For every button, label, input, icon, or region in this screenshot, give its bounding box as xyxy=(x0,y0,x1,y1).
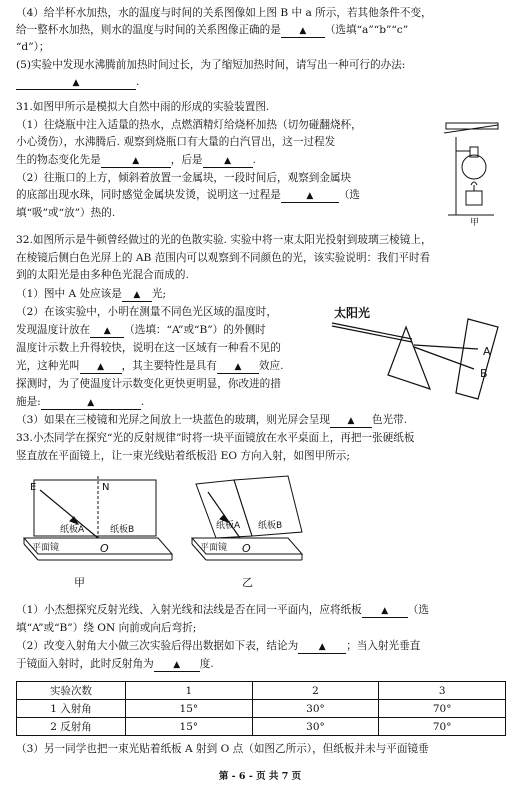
q30-p4-line1: （4）给半杯水加热，水的温度与时间的关系图像如上图 B 中 a 所示，若其他条件不变， xyxy=(16,7,432,19)
q31-p1-line3: 生的物态变化先是 ▲ ，后是 ▲ . xyxy=(16,154,256,166)
q31-p2-line2: 的底部出现水珠，同时感觉金属块发烫，说明这一过程是 ▲ （选 xyxy=(16,189,361,201)
answer-blank[interactable]: ▲ xyxy=(90,324,124,338)
q32-intro-line3: 到的太阳光是由多种色光混合而成的. xyxy=(16,269,189,281)
q33-p2-line2: 于镜面入射时，此时反射角为 ▲ 度. xyxy=(16,658,214,670)
q32-p1: （1）图中 A 处应该是 ▲ 光; xyxy=(16,288,167,300)
table-cell: 2 反射角 xyxy=(17,718,126,736)
figure-yi xyxy=(192,476,302,589)
q32-p3: （3）如果在三棱镜和光屏之间放上一块蓝色的玻璃，则光屏会呈现 ▲ 色光带. xyxy=(16,414,408,426)
q32-p2-line2: 发现温度计放在 ▲ （选填：“A”或“B”）的外侧时 xyxy=(16,324,266,336)
q31-p1-line1: （1）往烧瓶中注入适量的热水，点燃酒精灯给烧杯加热（切勿碰翻烧杯， xyxy=(16,119,362,131)
q31-p1-line2: 小心烫伤），水沸腾后. 观察到烧瓶口有大量的白汽冒出，这一过程发 xyxy=(16,136,336,148)
label-board-a: 纸板A xyxy=(60,525,85,535)
label-n: N xyxy=(102,482,110,493)
q30-p5-line2: ▲ . xyxy=(16,75,139,90)
table-cell: 70° xyxy=(379,718,506,736)
table-cell: 30° xyxy=(252,718,379,736)
table-header-cell: 2 xyxy=(252,682,379,700)
figure-jia xyxy=(24,476,172,589)
answer-blank[interactable]: ▲ xyxy=(281,24,325,38)
caption-jia: 甲 xyxy=(74,576,85,589)
table-cell: 1 入射角 xyxy=(17,700,126,718)
table-header-cell: 3 xyxy=(379,682,506,700)
page-footer: 第 - 6 - 页 共 7 页 xyxy=(218,771,302,782)
reflection-figures xyxy=(20,470,320,592)
table-cell: 30° xyxy=(252,700,379,718)
label-mirror-yi: 平面镜 xyxy=(200,543,228,553)
answer-blank[interactable]: ▲ xyxy=(298,640,346,654)
q30-p4-line2: 给一整杯水加热，则水的温度与时间的关系图像正确的是 ▲ （选填“a”“b”“c” xyxy=(16,24,409,36)
q33-intro-line1: 33.小杰同学在探究“光的反射规律”时将一块平面镜放在水平桌面上，再把一张硬纸板 xyxy=(16,432,415,444)
label-o-yi: O xyxy=(242,542,251,555)
answer-blank[interactable]: ▲ xyxy=(101,154,171,168)
q32-p2-line3: 温度计示数上升得较快，说明在这一区域有一种看不见的 xyxy=(16,342,281,354)
q32-p2-line4: 光，这种光叫 ▲ ，其主要特性是具有 ▲ 效应. xyxy=(16,360,284,372)
answer-blank[interactable]: ▲ xyxy=(154,658,200,672)
q33-p3: （3）另一同学也把一束光贴着纸板 A 射到 O 点（如图乙所示），但纸板并未与平面镜垂 xyxy=(16,743,429,755)
q30-p5-line1: (5)实验中发现水沸腾前加热时间过长，为了缩短加热时间，请写出一种可行的办法: xyxy=(16,59,406,71)
answer-blank[interactable]: ▲ xyxy=(122,288,152,302)
table-header-cell: 实验次数 xyxy=(17,682,126,700)
reflection-data-table xyxy=(16,681,506,736)
table-row xyxy=(17,700,506,718)
q33-p2-line1: （2）改变入射角大小做三次实验后得出数据如下表，结论为 ▲ ；当入射光垂直 xyxy=(16,640,421,652)
label-board-b-yi: 纸板B xyxy=(258,521,283,531)
table-header-cell: 1 xyxy=(126,682,253,700)
q33-intro-line2: 竖直放在平面镜上，让一束光线贴着纸板沿 EO 方向入射，如图甲所示; xyxy=(16,450,350,462)
label-board-b: 纸板B xyxy=(110,525,135,535)
light-screen xyxy=(456,319,498,399)
answer-blank[interactable]: ▲ xyxy=(41,396,141,410)
q32-intro-line2: 在棱镜后侧白色光屏上的 AB 范围内可以观察到不同颜色的光，该实验说明：我们平时看 xyxy=(16,252,431,264)
label-e: E xyxy=(30,482,37,493)
table-cell: 15° xyxy=(126,718,253,736)
answer-blank[interactable]: ▲ xyxy=(80,360,122,374)
flask xyxy=(462,155,486,179)
prism xyxy=(388,327,430,389)
alcohol-lamp xyxy=(466,191,482,205)
answer-blank[interactable]: ▲ xyxy=(362,604,408,618)
label-mirror: 平面镜 xyxy=(32,543,60,553)
q32-p2-line5: 探测时，为了使温度计示数变化更快更明显，你改进的措 xyxy=(16,378,281,390)
q31-p2-line3: 填“吸”或“放”）热的. xyxy=(16,207,116,219)
figure-label-jia: 甲 xyxy=(470,218,480,227)
label-o: O xyxy=(100,542,109,555)
table-cell: 15° xyxy=(126,700,253,718)
prism-dispersion-figure xyxy=(328,297,508,409)
rain-apparatus-figure xyxy=(436,117,506,227)
table-header-row xyxy=(17,682,506,700)
sunlight-beam xyxy=(332,323,412,339)
q32-p2-line6: 施是: ▲ . xyxy=(16,396,145,408)
answer-blank[interactable]: ▲ xyxy=(203,154,253,168)
table-cell: 70° xyxy=(379,700,506,718)
q31-intro: 31.如图甲所示是模拟大自然中雨的形成的实验装置图. xyxy=(16,101,270,113)
q32-intro-line1: 32.如图所示是牛顿曾经做过的光的色散实验. 实验中将一束太阳光投射到玻璃三棱镜上， xyxy=(16,234,432,246)
answer-blank[interactable]: ▲ xyxy=(16,76,136,90)
point-b-label: B xyxy=(480,367,488,380)
point-a-label: A xyxy=(483,345,491,358)
q33-p1-line1: （1）小杰想探究反射光线、入射光线和法线是否在同一平面内，应将纸板 ▲ （选 xyxy=(16,604,429,616)
sunlight-label: 太阳光 xyxy=(334,306,371,320)
answer-blank[interactable]: ▲ xyxy=(217,360,259,374)
label-board-a-yi: 纸板A xyxy=(216,521,241,531)
caption-yi: 乙 xyxy=(242,576,253,589)
q33-p1-line2: 填“A”或“B”）绕 ON 向前或向后弯折; xyxy=(16,622,197,634)
answer-blank[interactable]: ▲ xyxy=(281,189,339,203)
table-row xyxy=(17,718,506,736)
answer-blank[interactable]: ▲ xyxy=(330,414,372,428)
q30-p4-line3: “d”）； xyxy=(16,41,50,53)
q31-p2-line1: （2）往瓶口的上方，倾斜着放置一金属块，一段时间后，观察到金属块 xyxy=(16,172,352,184)
q32-p2-line1: （2）在该实验中，小明在测量不同色光区域的温度时， xyxy=(16,306,277,318)
